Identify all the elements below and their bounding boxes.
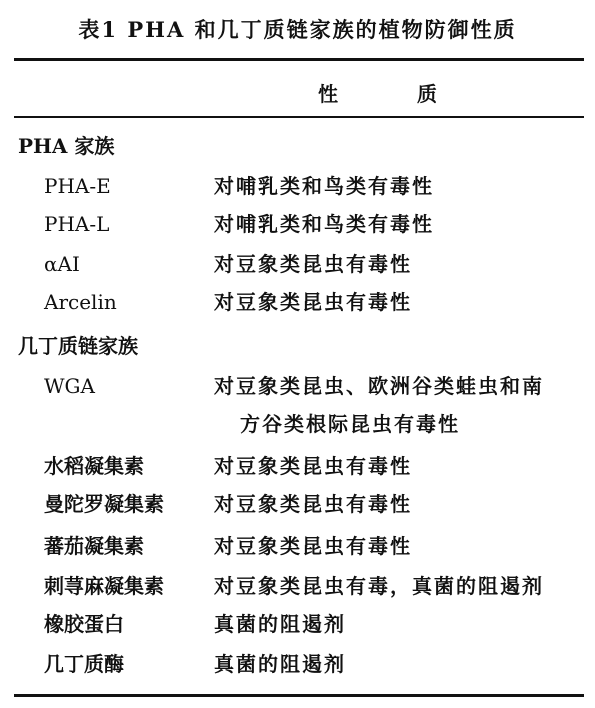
- table-row: [0, 168, 595, 204]
- group-row-pha: [0, 128, 595, 164]
- defense-property: 对豆象类昆虫有毒性: [214, 492, 412, 516]
- protein-name: PHA-E: [44, 174, 111, 198]
- table-row: [0, 646, 595, 682]
- protein-name: WGA: [44, 374, 95, 398]
- defense-property: 对哺乳类和鸟类有毒性: [214, 174, 434, 198]
- defense-property: 真菌的阻遏剂: [214, 652, 346, 676]
- protein-name: 曼陀罗凝集素: [44, 492, 164, 516]
- protein-name: αAI: [44, 252, 80, 276]
- property-column-header: 性 质: [318, 82, 438, 106]
- table-row: [0, 284, 595, 320]
- defense-property: 对豆象类昆虫有毒性: [214, 534, 412, 558]
- table-row: [0, 206, 595, 242]
- table-row: [0, 486, 595, 522]
- header-rule: [14, 116, 584, 118]
- top-rule: [14, 58, 584, 61]
- defense-property: 对哺乳类和鸟类有毒性: [214, 212, 434, 236]
- table-row: [0, 528, 595, 564]
- bottom-rule: [14, 694, 584, 697]
- table-row: [0, 368, 595, 404]
- table-row-continuation: [0, 406, 595, 442]
- table-row: [0, 568, 595, 604]
- defense-property: 对豆象类昆虫有毒，真菌的阻遏剂: [214, 574, 544, 598]
- defense-property-cont: 方谷类根际昆虫有毒性: [240, 412, 460, 436]
- group-name: PHA 家族: [18, 134, 115, 158]
- defense-property: 对豆象类昆虫、欧洲谷类蛙虫和南: [214, 374, 544, 398]
- protein-name: Arcelin: [44, 290, 117, 314]
- group-name: 几丁质链家族: [18, 334, 138, 358]
- table-row: [0, 606, 595, 642]
- protein-name: PHA-L: [44, 212, 110, 236]
- protein-name: 刺荨麻凝集素: [44, 574, 164, 598]
- defense-property: 对豆象类昆虫有毒性: [214, 290, 412, 314]
- group-row-chitin: [0, 328, 595, 364]
- table-row: [0, 246, 595, 282]
- defense-property: 对豆象类昆虫有毒性: [214, 252, 412, 276]
- defense-property: 对豆象类昆虫有毒性: [214, 454, 412, 478]
- protein-name: 蕃茄凝集素: [44, 534, 144, 558]
- table-title: 表1 PHA 和几丁质链家族的植物防御性质: [78, 17, 517, 42]
- protein-name: 水稻凝集素: [44, 454, 144, 478]
- protein-name: 几丁质酶: [44, 652, 124, 676]
- table-row: [0, 448, 595, 484]
- protein-name: 橡胶蛋白: [44, 612, 124, 636]
- defense-property: 真菌的阻遏剂: [214, 612, 346, 636]
